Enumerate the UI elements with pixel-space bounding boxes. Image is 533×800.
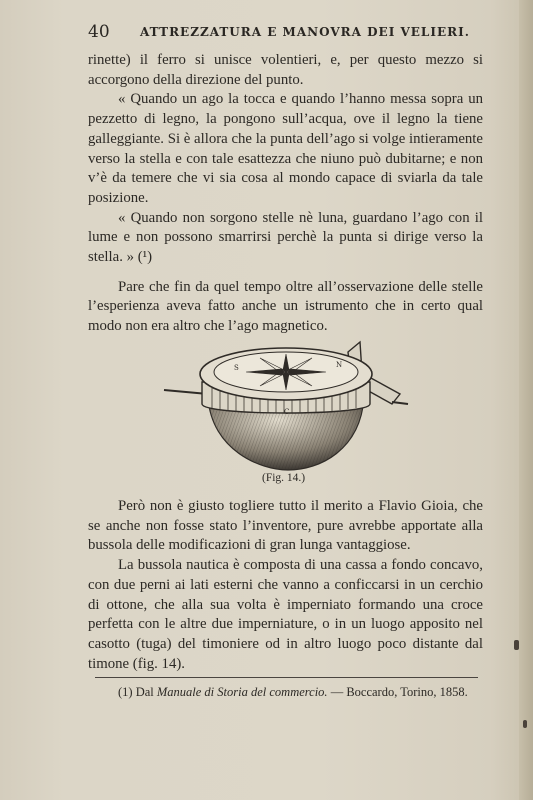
center-letter: C [284, 408, 290, 416]
figure-caption: (Fig. 14.) [262, 472, 306, 484]
north-letter: N [336, 361, 343, 369]
south-letter: S [234, 364, 239, 372]
paragraph-flavio-gioia: Però non è giusto togliere tutto il merito a Flavio Gioia, che se anche non fosse stato l’inventore, pure avrebbe apportate alla bussola delle modificazioni di gran lunga vantaggiose. [88, 498, 483, 554]
compass-figure [160, 312, 410, 472]
footnote [88, 683, 483, 701]
paragraph-continuation: rinette) il ferro si unisce volentieri, e, per questo mezzo si accorgono della direzione del punto. [88, 52, 483, 88]
paragraph-bussola-nautica: La bussola nautica è composta di una cassa a fondo concavo, con due perni ai lati esterni che vanno a conficcarsi in un cerchio di ottone, che alla sua volta è imperniato formando una croce perfetta con le altre due imperniature, o in un luogo apposito nel casotto (tuga) del timoniere od in altro luogo poco distante dal timone (fig. 14). [88, 557, 483, 672]
paragraph-quote-1: « Quando un ago la tocca e quando l’hanno messa sopra un pezzetto di legno, la pongono sull’acqua, ove il legno la tiene galleggiante. Si è allora che la punta dell’ago si volge intieramente verso la stella e con tale esattezza che niuno può dubitarne; e non v’è da temere che vi sia cosa al mondo capace di sviarla da tale posizione. [88, 91, 483, 206]
page-number: 40 [88, 22, 110, 42]
body-text-top [88, 51, 483, 337]
ink-spot [523, 720, 527, 728]
footnote-prefix: (1) Dal [118, 685, 154, 699]
ink-spot [514, 640, 519, 650]
page-edge [519, 0, 533, 800]
footnote-title: Manuale di Storia del commercio. [156, 685, 328, 699]
paragraph-quote-2: « Quando non sorgono stelle nè luna, guardano l’ago con il lume e non possono smarrirsi perchè la punta si dirige verso la stella. » (¹) [88, 209, 483, 266]
body-text-bottom [88, 497, 483, 674]
running-head: ATTREZZATURA E MANOVRA DEI VELIERI. [140, 25, 470, 39]
footnote-rule [95, 677, 478, 678]
footnote-suffix: — Boccardo, Torino, 1858. [330, 685, 468, 699]
page-header [88, 22, 488, 42]
paragraph-instrument: Pare che fin da quel tempo oltre all’osservazione delle stelle l’esperienza aveva fatto anche un istrumento che in certo qual modo non era altro che l’ago magnetico. [88, 278, 483, 335]
